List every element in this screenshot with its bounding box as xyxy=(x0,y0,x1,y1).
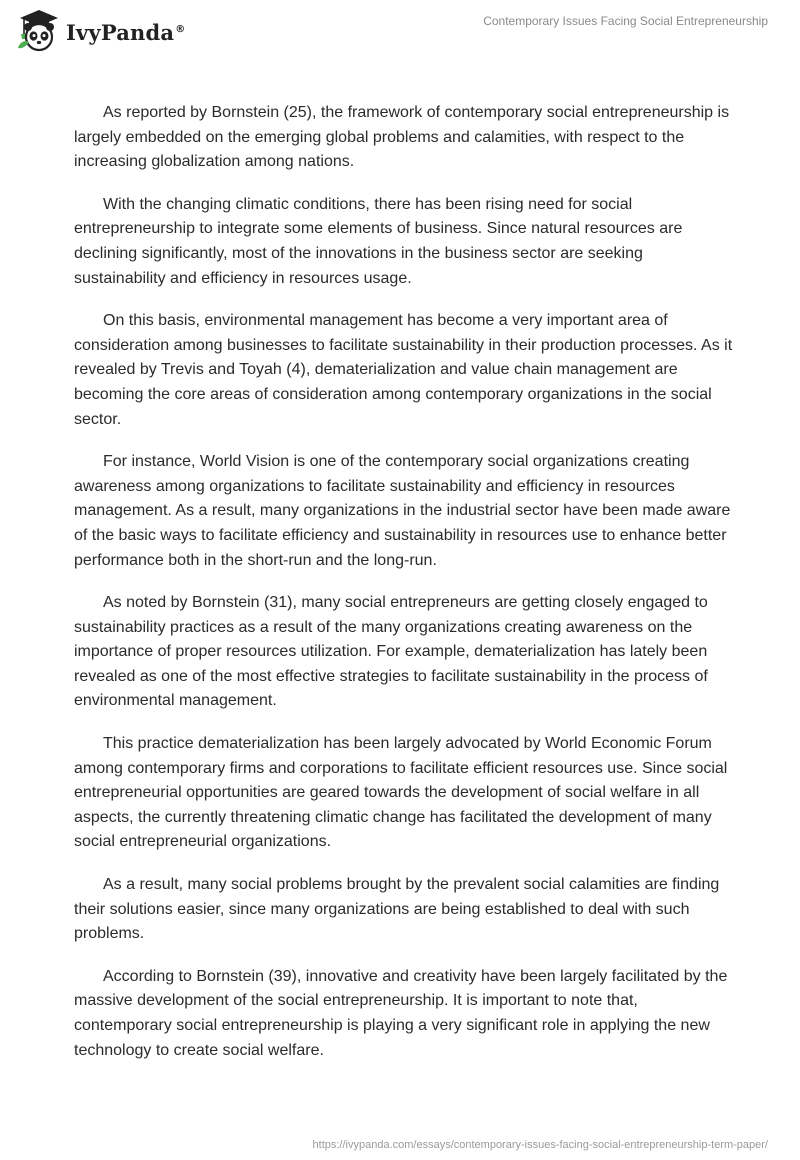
paragraph-1: As reported by Bornstein (25), the framework of contemporary social entrepreneurship is largely embedded on the emerging global problems and calamities, with respect to the increasing globalization among nations. xyxy=(74,104,730,171)
source-url-link[interactable]: https://ivypanda.com/essays/contemporary-issues-facing-social-entrepreneurship-term-paper/ xyxy=(312,1139,768,1151)
document-title: Contemporary Issues Facing Social Entrepreneurship xyxy=(483,14,768,28)
essay-body xyxy=(74,101,734,1081)
page-header xyxy=(0,0,800,60)
ivypanda-logo[interactable] xyxy=(16,8,185,52)
paragraph-2: With the changing climatic conditions, there has been rising need for social entrepreneurship to integrate some elements of business. Since natural resources are declining significantly, most of the innovations in the business sector are seeking sustainability and efficiency in resources usage. xyxy=(74,195,683,287)
brand-name xyxy=(66,20,185,45)
brand-name-text: IvyPanda xyxy=(66,19,175,45)
paragraph-8: According to Bornstein (39), innovative and creativity have been largely facilitated by the massive development of the social entrepreneurship. It is important to note that, contemporary social entrepreneurship is playing a very significant role in applying the new technology to create social welfare. xyxy=(74,967,728,1059)
paragraph-6: This practice dematerialization has been largely advocated by World Economic Forum among contemporary firms and corporations to facilitate efficient resources use. Since social entrepreneurial opportunities are geared towards the development of social welfare in all aspects, the currently threatening climatic change has facilitated the development of many social entrepreneurial organizations. xyxy=(74,735,728,851)
registered-mark: ® xyxy=(175,23,186,35)
paragraph-7: As a result, many social problems brought by the prevalent social calamities are finding their solutions easier, since many organizations are being established to deal with such problems. xyxy=(74,876,720,943)
paragraph-3: On this basis, environmental management has become a very important area of consideration among businesses to facilitate sustainability in their production processes. As it revealed by Trevis and Toyah (4), dematerialization and value chain management are becoming the core areas of consideration among contemporary organizations in the social sector. xyxy=(74,312,733,428)
panda-graduation-cap-icon xyxy=(16,8,62,52)
paragraph-4: For instance, World Vision is one of the contemporary social organizations creating awareness among organizations to facilitate sustainability and efficiency in resources management. As a result, many organizations in the industrial sector have been made aware of the basic ways to facilitate efficiency and sustainability in resources use to enhance better performance both in the short-run and the long-run. xyxy=(74,453,731,569)
paragraph-5: As noted by Bornstein (31), many social entrepreneurs are getting closely engaged to sustainability practices as a result of the many organizations creating awareness on the importance of proper resources utilization. For example, dematerialization has lately been revealed as one of the most effective strategies to facilitate sustainability in the process of environmental management. xyxy=(74,594,708,710)
